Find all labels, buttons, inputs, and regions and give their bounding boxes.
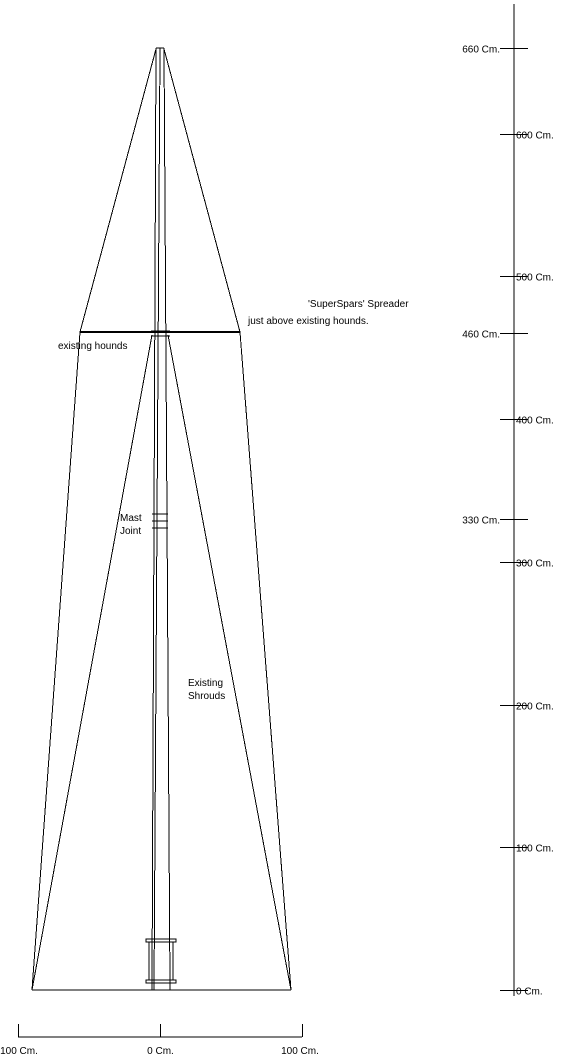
vertical-tick-label: 330 Cm. bbox=[462, 515, 500, 527]
vertical-tick-label: 100 Cm. bbox=[516, 843, 554, 855]
upper-shrouds bbox=[32, 49, 291, 990]
spreader-label-line2: just above existing hounds. bbox=[248, 316, 369, 327]
existing-shrouds bbox=[32, 335, 291, 990]
mast bbox=[152, 48, 170, 990]
shrouds-label-line1: Existing bbox=[188, 678, 224, 689]
horizontal-tick-label: 100 Cm. bbox=[0, 1046, 38, 1057]
horizontal-tick-label: 0 Cm. bbox=[147, 1046, 174, 1057]
spreader-label-line1: 'SuperSpars' Spreader bbox=[308, 299, 409, 310]
vertical-tick-label: 500 Cm. bbox=[516, 272, 554, 284]
vertical-tick-label: 460 Cm. bbox=[462, 329, 500, 341]
vertical-tick-label: 660 Cm. bbox=[462, 44, 500, 56]
vertical-tick-label: 300 Cm. bbox=[516, 558, 554, 570]
mast-step-fitting bbox=[146, 939, 176, 983]
hounds-label: existing hounds bbox=[58, 341, 128, 352]
vertical-scale bbox=[462, 4, 554, 998]
vertical-tick-label: 0 Cm. bbox=[516, 986, 543, 998]
vertical-tick-label: 400 Cm. bbox=[516, 415, 554, 427]
mast-joint-label-line1: Mast bbox=[120, 513, 142, 524]
shrouds-label-line2: Shrouds bbox=[188, 691, 226, 702]
horizontal-scale bbox=[0, 1024, 319, 1057]
vertical-tick-label: 600 Cm. bbox=[516, 130, 554, 142]
horizontal-tick-label: 100 Cm. bbox=[281, 1046, 319, 1057]
vertical-tick-label: 200 Cm. bbox=[516, 701, 554, 713]
mast-joint-label-line2: Joint bbox=[120, 526, 142, 537]
